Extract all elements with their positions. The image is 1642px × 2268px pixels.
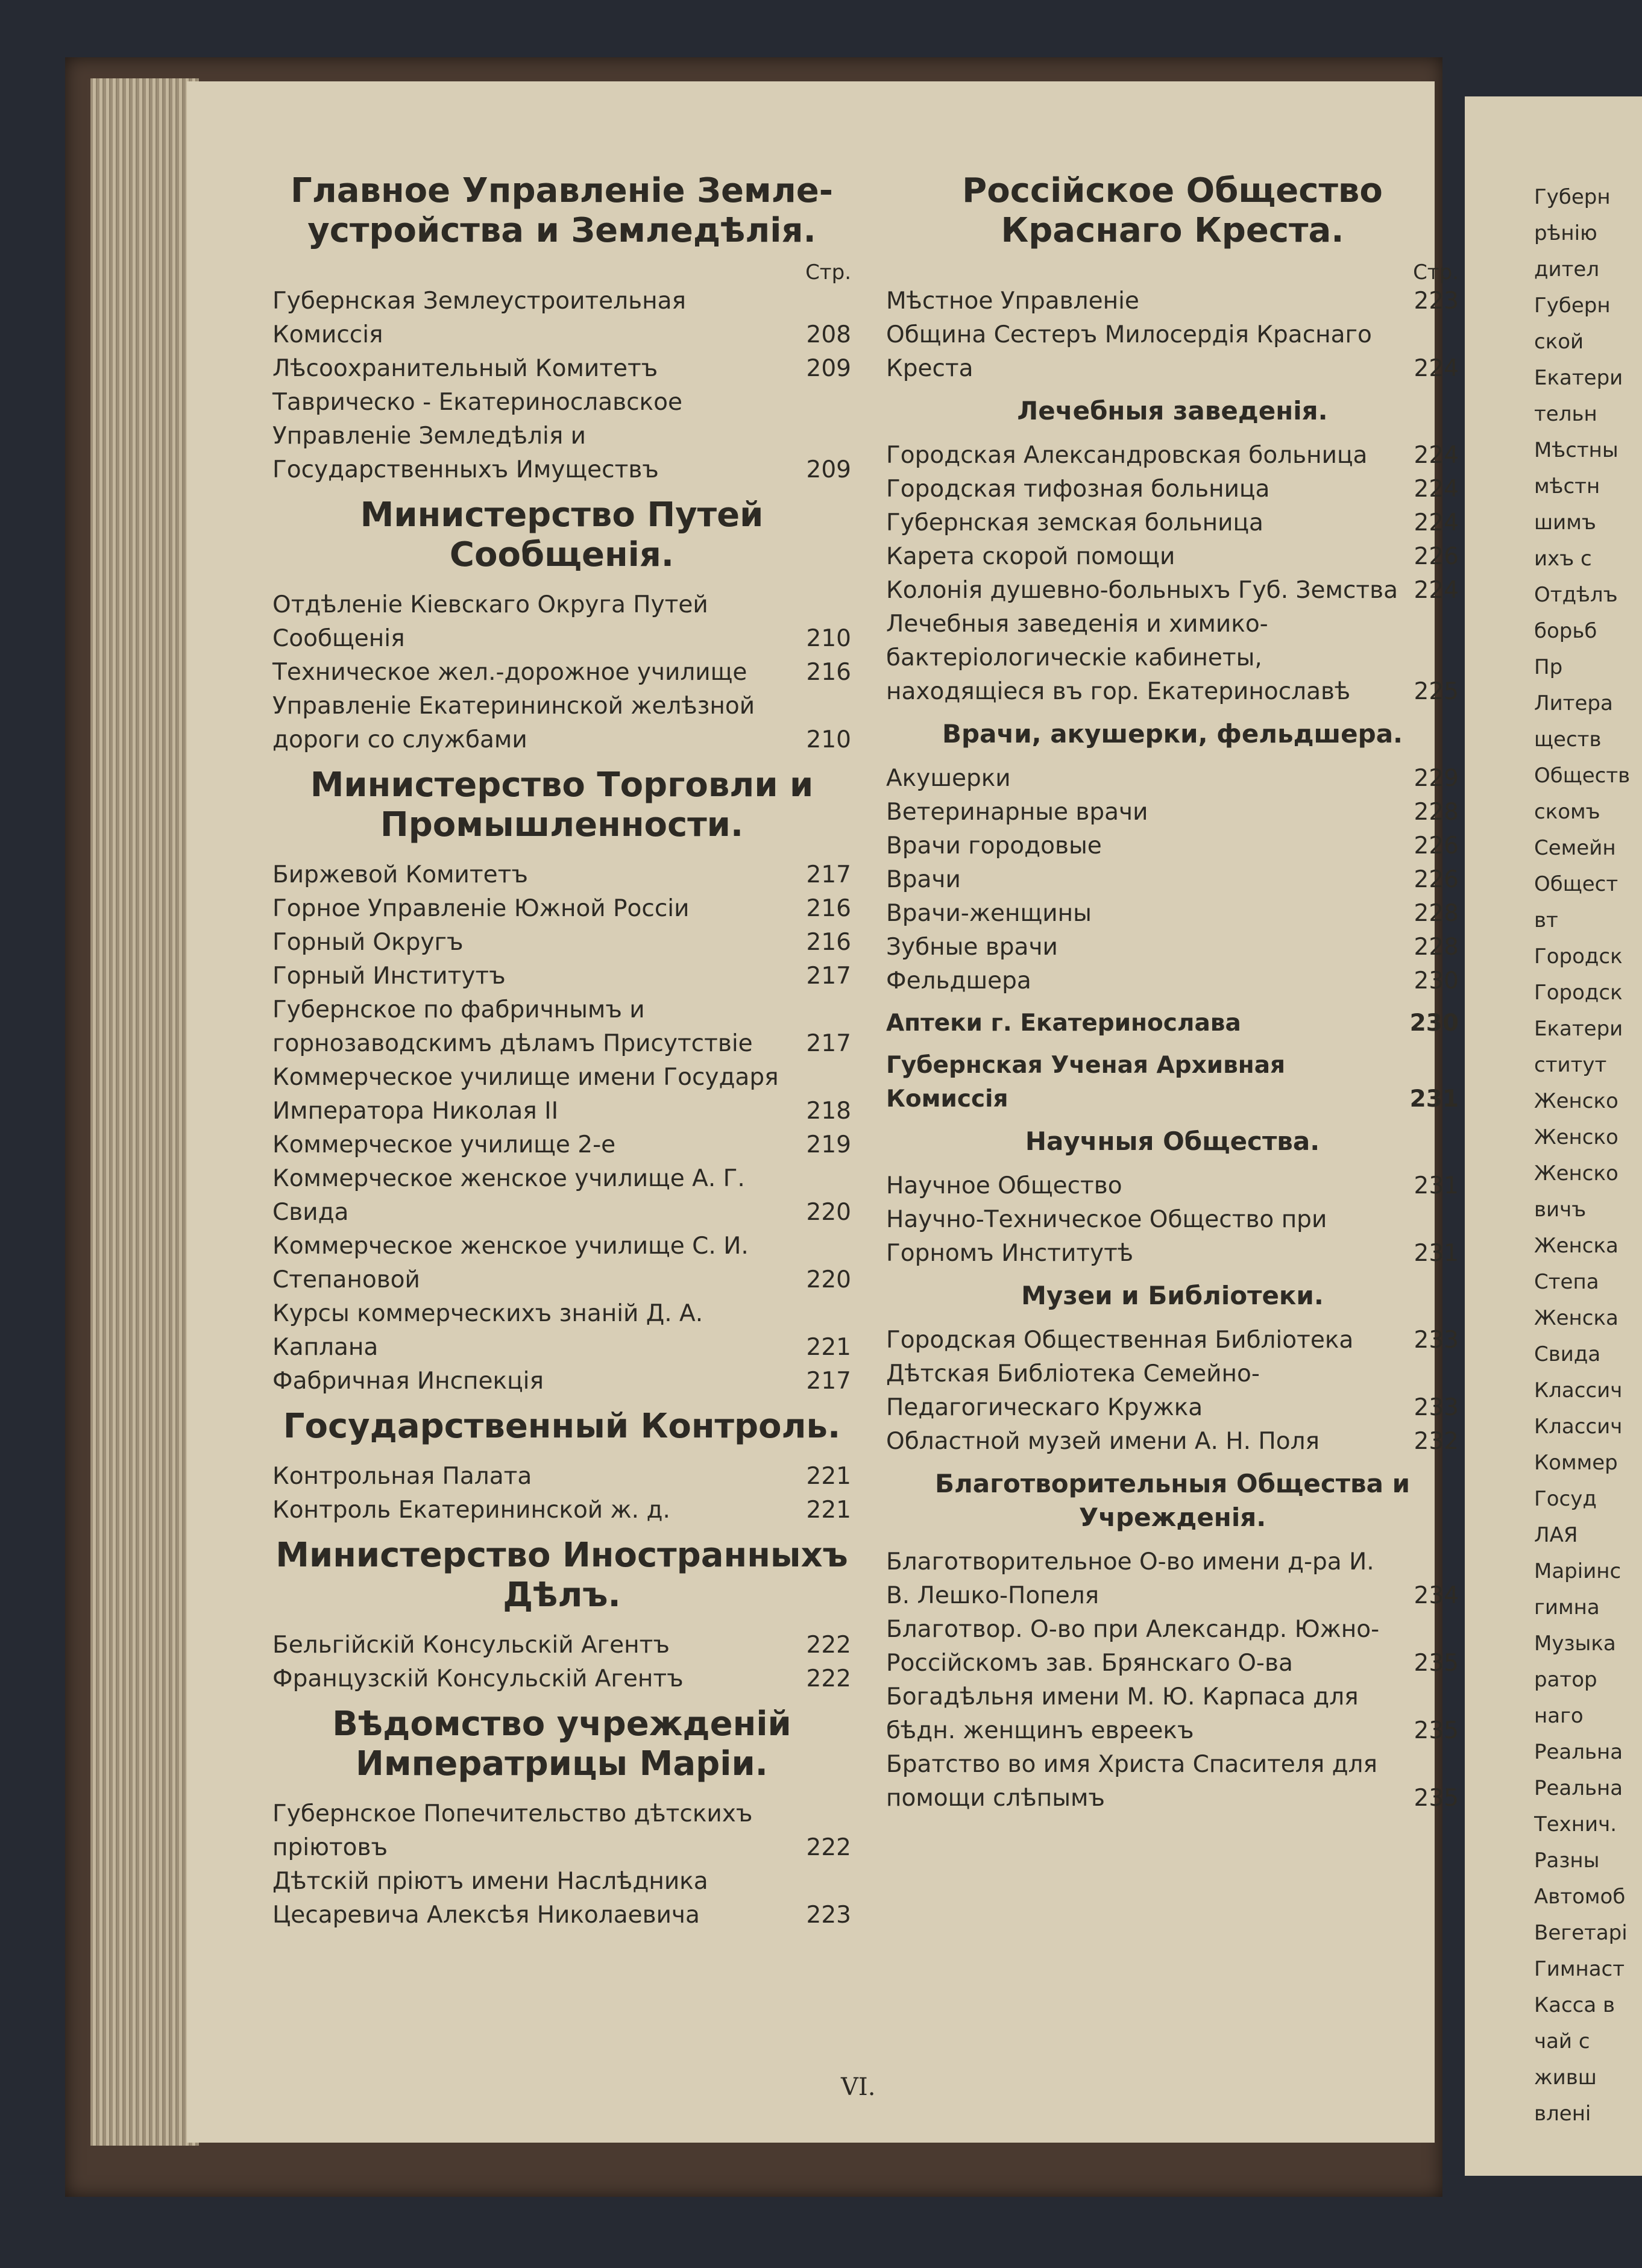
cut-text-fragment: Коммер — [1534, 1451, 1618, 1475]
section-heading: Министерство Путей Сообщенія. — [360, 495, 764, 574]
toc-entry — [886, 931, 1459, 964]
entry-title: Французскій Консульскій Агентъ — [272, 1665, 684, 1692]
cut-text-fragment: ществ — [1534, 727, 1602, 752]
cut-text-fragment: Губерн — [1534, 294, 1611, 318]
subsection-heading: Врачи, акушерки, фельдшера. — [942, 719, 1403, 749]
entry-title: Губернское Попечительство дѣтскихъ пріютовъ — [272, 1800, 753, 1861]
entry-title: Горный Округъ — [272, 929, 464, 956]
cut-text-fragment: Екатери — [1534, 1017, 1623, 1041]
toc-entry — [886, 608, 1459, 709]
toc-entry — [272, 1128, 851, 1162]
entry-page: 233 — [1414, 1327, 1459, 1354]
section-heading: Россійское Общество Краснаго Креста. — [962, 171, 1383, 250]
entry-page: 220 — [806, 1266, 851, 1293]
toc-entry — [886, 1613, 1459, 1680]
entry-page: 217 — [806, 963, 851, 990]
entry-title: Акушерки — [886, 765, 1011, 792]
entry-title: Колонія душевно-больныхъ Губ. Земства — [886, 577, 1398, 604]
toc-entry — [886, 897, 1459, 931]
entry-page: 218 — [806, 1098, 851, 1125]
entry-title: Бельгійскій Консульскій Агентъ — [272, 1632, 670, 1659]
section-heading: Министерство Иностранныхъ Дѣлъ. — [275, 1536, 848, 1615]
toc-entry — [886, 284, 1459, 318]
toc-entry — [272, 858, 851, 892]
toc-entry — [886, 439, 1459, 473]
toc-entry — [886, 574, 1459, 608]
entry-title: Дѣтская Библіотека Семейно-Педагогическаго Кружка — [886, 1360, 1260, 1421]
cut-text-fragment: Классич — [1534, 1415, 1623, 1439]
toc-entry — [886, 762, 1459, 796]
entry-title: Биржевой Комитетъ — [272, 861, 528, 888]
toc-entry — [272, 1365, 851, 1398]
cut-text-fragment: дител — [1534, 257, 1600, 281]
entry-title: Лѣсоохранительный Комитетъ — [272, 355, 658, 382]
cut-text-fragment: вт — [1534, 908, 1558, 932]
entry-page: 224 — [1414, 509, 1459, 536]
entry-page: 228 — [1414, 934, 1459, 961]
toc-entry — [886, 1545, 1459, 1613]
cut-text-fragment: вичъ — [1534, 1198, 1587, 1222]
entry-page: 224 — [1414, 476, 1459, 503]
entry-page: 217 — [806, 861, 851, 888]
entry-page: 233 — [1414, 1394, 1459, 1421]
entry-title: Научно-Техническое Общество при Горномъ Институтѣ — [886, 1206, 1327, 1267]
page-col-label: Стр. — [805, 260, 851, 284]
cut-text-fragment: тельн — [1534, 402, 1597, 426]
entry-page: 221 — [806, 1334, 851, 1361]
entry-page: 219 — [806, 1131, 851, 1158]
entry-page: 221 — [806, 1497, 851, 1524]
entry-title: Карета скорой помощи — [886, 543, 1175, 570]
toc-entry — [272, 690, 851, 757]
entry-title: Врачи городовые — [886, 832, 1102, 859]
section-heading: Вѣдомство учрежденій Императрицы Маріи. — [332, 1704, 791, 1783]
left-column — [272, 163, 851, 1932]
cut-text-fragment: ститут — [1534, 1053, 1607, 1077]
entry-title: Лечебныя заведенія и химико-бактеріологическіе кабинеты, находящіеся въ гор. Екатеринославѣ — [886, 611, 1351, 705]
toc-entry — [272, 926, 851, 960]
entry-page: 217 — [806, 1030, 851, 1057]
cut-text-fragment: Женска — [1534, 1306, 1618, 1330]
cut-text-fragment: Свида — [1534, 1342, 1601, 1366]
entry-title: Отдѣленіе Кіевскаго Округа Путей Сообщенія — [272, 591, 708, 652]
toc-entry-bold — [886, 1007, 1459, 1040]
entry-title: Управленіе Екатерининской желѣзной дороги со службами — [272, 693, 755, 753]
entry-page: 216 — [806, 659, 851, 686]
entry-title: Губернская земская больница — [886, 509, 1263, 536]
entry-page: 210 — [806, 726, 851, 753]
cut-text-fragment: Мѣстны — [1534, 438, 1618, 462]
toc-entry — [272, 1061, 851, 1128]
cut-text-fragment: Технич. — [1534, 1812, 1617, 1836]
section-heading: Государственный Контроль. — [283, 1407, 841, 1446]
entry-title: Коммерческое женское училище А. Г. Свида — [272, 1165, 745, 1226]
toc-entry — [886, 1324, 1459, 1357]
cut-text-fragment: наго — [1534, 1704, 1584, 1728]
cut-text-fragment: Разны — [1534, 1849, 1600, 1873]
cut-text-fragment: Степа — [1534, 1270, 1599, 1294]
entry-title: Горный Институтъ — [272, 963, 506, 990]
entry-page: 222 — [806, 1665, 851, 1692]
entry-page: 224 — [1414, 355, 1459, 382]
cut-text-fragment: чай с — [1534, 2029, 1590, 2053]
entry-title: Городская Общественная Библіотека — [886, 1327, 1354, 1354]
cut-text-fragment: рѣнію — [1534, 221, 1597, 245]
entry-title: Контрольная Палата — [272, 1463, 532, 1490]
toc-entry — [272, 284, 851, 352]
entry-title: Зубные врачи — [886, 934, 1058, 961]
cut-text-fragment: Госуд — [1534, 1487, 1597, 1511]
cut-text-fragment: Екатери — [1534, 366, 1623, 390]
toc-entry — [886, 1680, 1459, 1748]
cut-text-fragment: гимна — [1534, 1595, 1600, 1619]
toc-entry — [272, 386, 851, 487]
cut-text-fragment: Женско — [1534, 1125, 1618, 1149]
entry-page: 210 — [806, 625, 851, 652]
entry-page: 224 — [1414, 577, 1459, 604]
toc-entry — [272, 1797, 851, 1865]
cut-text-fragment: Отдѣлъ — [1534, 583, 1618, 607]
toc-entry — [272, 656, 851, 690]
entry-title: Братство во имя Христа Спасителя для помощи слѣпымъ — [886, 1751, 1377, 1812]
entry-title: Научное Общество — [886, 1172, 1122, 1199]
cut-text-fragment: шимъ — [1534, 510, 1596, 535]
entry-page: 208 — [806, 321, 851, 348]
entry-page: 235 — [1414, 1785, 1459, 1812]
toc-entry — [272, 352, 851, 386]
cut-text-fragment: борьб — [1534, 619, 1597, 643]
cut-text-fragment: Гимнаст — [1534, 1957, 1625, 1981]
page-edges — [90, 78, 199, 2146]
toc-entry — [886, 506, 1459, 540]
entry-page: 229 — [1414, 765, 1459, 792]
entry-title: Коммерческое училище имени Государя Императора Николая II — [272, 1064, 779, 1125]
cut-text-fragment: вленi — [1534, 2102, 1591, 2126]
cut-text-fragment: Классич — [1534, 1378, 1623, 1403]
toc-entry — [272, 1460, 851, 1494]
entry-page: 235 — [1414, 1717, 1459, 1744]
page-number: VI. — [841, 2073, 876, 2101]
toc-entry — [272, 1865, 851, 1932]
toc-entry — [272, 1494, 851, 1527]
toc-entry — [272, 1297, 851, 1365]
page-col-label: Стр. — [1413, 260, 1459, 284]
entry-title: Губернская Землеустроительная Комиссія — [272, 287, 686, 348]
right-column — [886, 163, 1459, 1815]
cut-text-fragment: Реальна — [1534, 1740, 1623, 1764]
cut-text-fragment: Женска — [1534, 1234, 1618, 1258]
entry-title: Врачи — [886, 866, 961, 893]
entry-page: 226 — [1414, 543, 1459, 570]
toc-entry — [272, 1662, 851, 1696]
toc-entry — [886, 863, 1459, 897]
cut-text-fragment: Обществ — [1534, 764, 1631, 788]
cut-text-fragment: Общест — [1534, 872, 1618, 896]
entry-title: Коммерческое женское училище С. И. Степановой — [272, 1233, 749, 1293]
entry-page: 235 — [1414, 1650, 1459, 1677]
entry-title: Фабричная Инспекція — [272, 1368, 544, 1395]
cut-text-fragment: ской — [1534, 330, 1584, 354]
entry-title: Техническое жел.-дорожное училище — [272, 659, 747, 686]
entry-title: Областной музей имени А. Н. Поля — [886, 1428, 1320, 1455]
cut-text-fragment: ратор — [1534, 1668, 1597, 1692]
entry-page: 231 — [1409, 1085, 1459, 1113]
toc-entry — [886, 964, 1459, 998]
cut-text-fragment: Касса в — [1534, 1993, 1615, 2017]
entry-page: 231 — [1414, 1172, 1459, 1199]
entry-title: Курсы коммерческихъ знаній Д. А. Каплана — [272, 1300, 703, 1361]
subsection-heading: Научныя Общества. — [1025, 1126, 1320, 1156]
toc-entry — [272, 960, 851, 993]
entry-title: Богадѣльня имени М. Ю. Карпаса для бѣдн. женщинъ евреекъ — [886, 1683, 1359, 1744]
entry-page: 231 — [1414, 1240, 1459, 1267]
entry-title: Городская тифозная больница — [886, 476, 1270, 503]
cut-text-fragment: Маріинс — [1534, 1559, 1622, 1583]
entry-page: 209 — [806, 456, 851, 483]
entry-title: Врачи-женщины — [886, 900, 1092, 927]
toc-entry — [886, 1203, 1459, 1271]
entry-page: 221 — [806, 1463, 851, 1490]
subsection-heading: Музеи и Библіотеки. — [1021, 1281, 1324, 1310]
entry-page: 226 — [1414, 866, 1459, 893]
toc-entry — [886, 1357, 1459, 1425]
entry-title: Благотвор. О-во при Александр. Южно-Россійскомъ зав. Брянскаго О-ва — [886, 1616, 1380, 1677]
cut-text-fragment: ихъ с — [1534, 547, 1592, 571]
entry-page: 232 — [1414, 1428, 1459, 1455]
cut-text-fragment: Реальна — [1534, 1776, 1623, 1800]
toc-entry — [272, 588, 851, 656]
toc-entry-bold — [886, 1049, 1459, 1116]
entry-page: 223 — [1414, 287, 1459, 315]
entry-page: 224 — [1414, 442, 1459, 469]
cut-text-fragment: Пр — [1534, 655, 1563, 679]
cut-text-fragment: ЛАЯ — [1534, 1523, 1578, 1547]
entry-title: Ветеринарные врачи — [886, 799, 1148, 826]
toc-entry — [272, 1230, 851, 1297]
cut-text-fragment: скомъ — [1534, 800, 1600, 824]
entry-title: Городская Александровская больница — [886, 442, 1368, 469]
section-heading: Главное Управленіе Земле-устройства и Земледѣлія. — [291, 171, 833, 250]
toc-entry — [272, 892, 851, 926]
toc-entry — [886, 1169, 1459, 1203]
subsection-heading: Благотворительныя Общества и Учрежденія. — [934, 1469, 1411, 1532]
entry-page: 216 — [806, 929, 851, 956]
entry-page: 225 — [1414, 678, 1459, 705]
entry-title: Дѣтскій пріютъ имени Наслѣдника Цесаревича Алексѣя Николаевича — [272, 1868, 708, 1929]
toc-entry — [886, 318, 1459, 386]
entry-page: 230 — [1409, 1010, 1459, 1037]
cut-text-fragment: Музыка — [1534, 1632, 1616, 1656]
entry-page: 230 — [1414, 967, 1459, 994]
entry-page: 226 — [1414, 832, 1459, 859]
cut-text-fragment: Вегетарі — [1534, 1921, 1628, 1945]
toc-entry — [886, 796, 1459, 829]
cut-text-fragment: Литера — [1534, 691, 1613, 715]
cut-text-fragment: Городск — [1534, 944, 1623, 969]
section-heading: Министерство Торговли и Промышленности. — [310, 765, 814, 844]
entry-title: Губернская Ученая Архивная Комиссія — [886, 1052, 1286, 1113]
entry-page: 234 — [1414, 1582, 1459, 1609]
entry-page: 228 — [1414, 900, 1459, 927]
toc-entry — [886, 1425, 1459, 1459]
cut-text-fragment: мѣстн — [1534, 474, 1600, 498]
entry-title: Благотворительное О-во имени д-ра И. В. Лешко-Попеля — [886, 1548, 1374, 1609]
cut-text-fragment: живш — [1534, 2065, 1597, 2090]
entry-page: 220 — [806, 1199, 851, 1226]
entry-page: 217 — [806, 1368, 851, 1395]
entry-title: Горное Управленіе Южной Россіи — [272, 895, 690, 922]
toc-entry — [272, 1629, 851, 1662]
entry-page: 228 — [1414, 799, 1459, 826]
toc-entry — [272, 993, 851, 1061]
entry-title: Контроль Екатерининской ж. д. — [272, 1497, 670, 1524]
toc-entry — [272, 1162, 851, 1230]
cut-text-fragment: Городск — [1534, 981, 1623, 1005]
entry-title: Таврическо - Екатеринославское Управленіе Земледѣлія и Государственныхъ Имуществъ — [272, 389, 682, 483]
entry-page: 223 — [806, 1902, 851, 1929]
entry-title: Губернское по фабричнымъ и горнозаводскимъ дѣламъ Присутствіе — [272, 996, 753, 1057]
entry-page: 222 — [806, 1632, 851, 1659]
cut-text-fragment: Автомоб — [1534, 1885, 1626, 1909]
entry-page: 216 — [806, 895, 851, 922]
cut-text-fragment: Губерн — [1534, 185, 1611, 209]
entry-title: Коммерческое училище 2-е — [272, 1131, 616, 1158]
toc-entry — [886, 473, 1459, 506]
cut-text-fragment: Женско — [1534, 1089, 1618, 1113]
entry-page: 222 — [806, 1834, 851, 1861]
toc-entry — [886, 829, 1459, 863]
toc-entry — [886, 1748, 1459, 1815]
entry-page: 209 — [806, 355, 851, 382]
entry-title: Община Сестеръ Милосердія Краснаго Креста — [886, 321, 1372, 382]
cut-text-fragment: Женско — [1534, 1161, 1618, 1186]
toc-entry — [886, 540, 1459, 574]
entry-title: Аптеки г. Екатеринослава — [886, 1010, 1241, 1037]
entry-title: Мѣстное Управленіе — [886, 287, 1139, 315]
entry-title: Фельдшера — [886, 967, 1031, 994]
subsection-heading: Лечебныя заведенія. — [1017, 396, 1328, 426]
cut-text-fragment: Семейн — [1534, 836, 1616, 860]
